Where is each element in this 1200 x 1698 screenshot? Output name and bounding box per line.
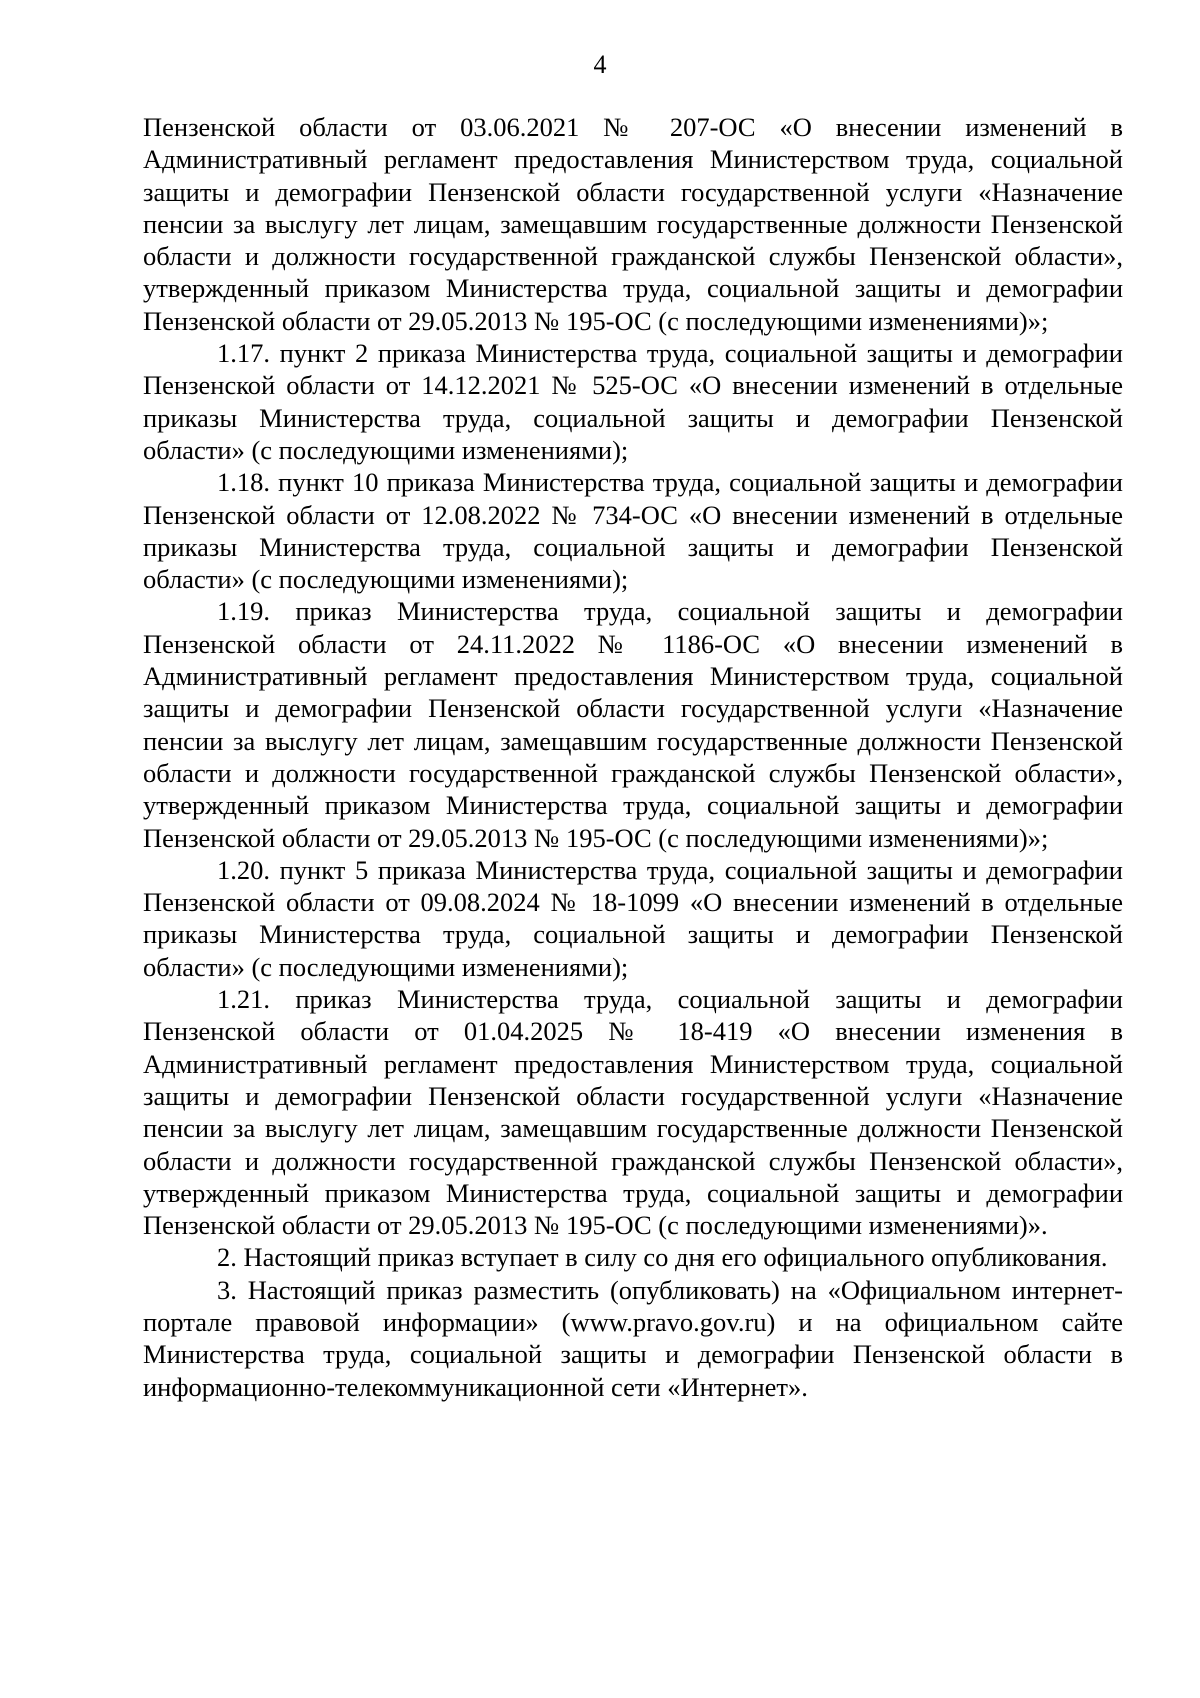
paragraph-item-1-17: 1.17. пункт 2 приказа Министерства труда, социальной защиты и демографии Пензенской области от 14.12.2021 № 525-ОС «О внесении изменений в отдельные приказы Министерства труда, социальной защиты и демографии Пензенской области» (с последующими изменениями);: [143, 338, 1123, 465]
paragraph-item-1-20: 1.20. пункт 5 приказа Министерства труда, социальной защиты и демографии Пензенской области от 09.08.2024 № 18-1099 «О внесении изменений в отдельные приказы Министерства труда, социальной защиты и демографии Пензенской области» (с последующими изменениями);: [143, 854, 1123, 982]
document-body: [143, 111, 1123, 1403]
paragraph-item-3: 3. Настоящий приказ разместить (опубликовать) на «Официальном интернет-портале правовой информации» (www.pravo.gov.ru) и на официальном сайте Министерства труда, социальной защиты и демографии Пензенской области в информационно-телекоммуникационной сети «Интернет».: [143, 1274, 1123, 1402]
paragraph-continuation: Пензенской области от 03.06.2021 № 207-ОС «О внесении изменений в Административный регламент предоставления Министерством труда, социальной защиты и демографии Пензенской области государственной услуги «Назначение пенсии за выслугу лет лицам, замещавшим государственные должности Пензенской области и должности государственной гражданской службы Пензенской области», утвержденный приказом Министерства труда, социальной защиты и демографии Пензенской области от 29.05.2013 № 195-ОС (с последующими изменениями)»;: [143, 112, 1123, 336]
paragraph-item-2: 2. Настоящий приказ вступает в силу со дня его официального опубликования.: [217, 1242, 1108, 1273]
page-number: 4: [593, 50, 607, 79]
paragraph-item-1-21: 1.21. приказ Министерства труда, социальной защиты и демографии Пензенской области от 01.04.2025 № 18-419 «О внесении изменения в Административный регламент предоставления Министерством труда, социальной защиты и демографии Пензенской области государственной услуги «Назначение пенсии за выслугу лет лицам, замещавшим государственные должности Пензенской области и должности государственной гражданской службы Пензенской области», утвержденный приказом Министерства труда, социальной защиты и демографии Пензенской области от 29.05.2013 № 195-ОС (с последующими изменениями)».: [143, 984, 1123, 1241]
paragraph-item-1-19: 1.19. приказ Министерства труда, социальной защиты и демографии Пензенской области от 24.11.2022 № 1186-ОС «О внесении изменений в Административный регламент предоставления Министерством труда, социальной защиты и демографии Пензенской области государственной услуги «Назначение пенсии за выслугу лет лицам, замещавшим государственные должности Пензенской области и должности государственной гражданской службы Пензенской области», утвержденный приказом Министерства труда, социальной защиты и демографии Пензенской области от 29.05.2013 № 195-ОС (с последующими изменениями)»;: [143, 596, 1123, 853]
paragraph-item-1-18: 1.18. пункт 10 приказа Министерства труда, социальной защиты и демографии Пензенской области от 12.08.2022 № 734-ОС «О внесении изменений в отдельные приказы Министерства труда, социальной защиты и демографии Пензенской области» (с последующими изменениями);: [143, 467, 1123, 595]
